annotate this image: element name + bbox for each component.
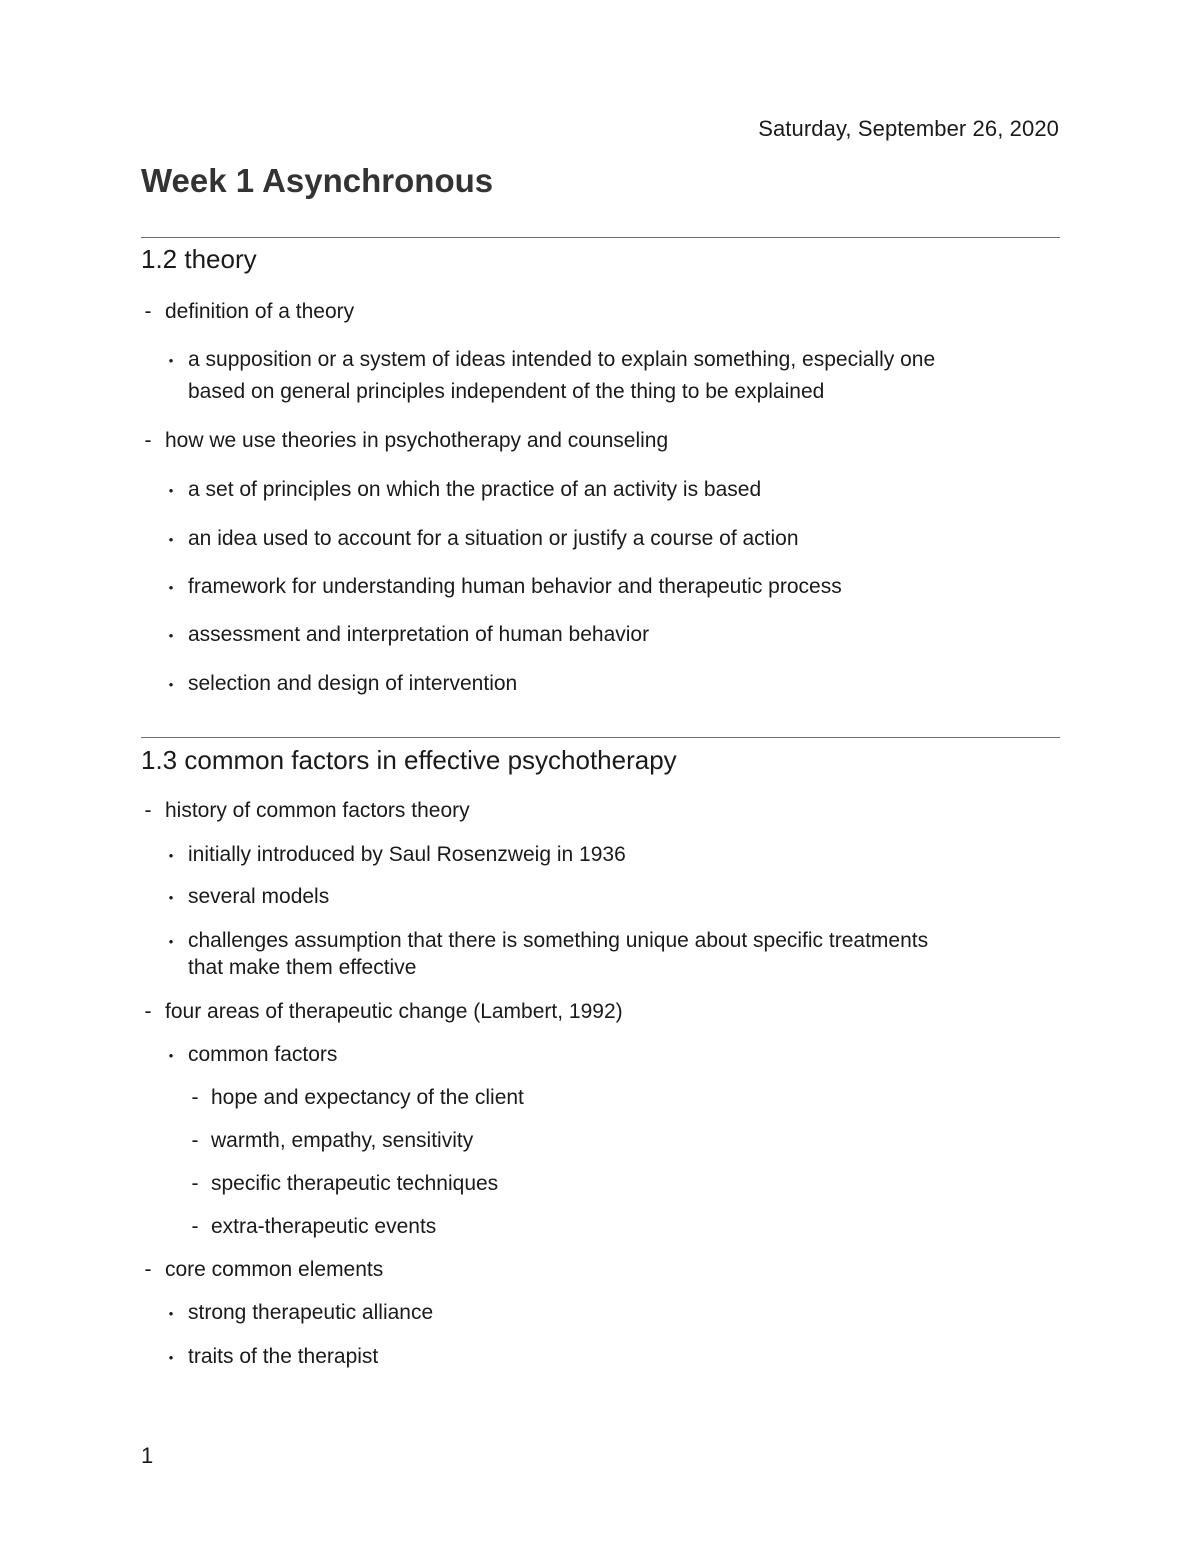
- list-item-text: initially introduced by Saul Rosenzweig in 1936: [188, 843, 626, 866]
- list-item-text: how we use theories in psychotherapy and counseling: [165, 429, 669, 452]
- list-item-text: challenges assumption that there is something unique about specific treatments: [188, 929, 929, 952]
- bullet-marker: •: [168, 1350, 174, 1365]
- dash-marker: -: [144, 1000, 152, 1023]
- bullet-marker: •: [168, 628, 174, 643]
- bullet-marker: •: [168, 580, 174, 595]
- bullet-marker: •: [168, 1048, 174, 1063]
- dash-marker: -: [144, 300, 152, 323]
- list-item-text: several models: [188, 885, 330, 908]
- bullet-marker: •: [168, 353, 174, 368]
- dash-marker: -: [191, 1086, 199, 1109]
- bullet-marker: •: [168, 848, 174, 863]
- bullet-marker: •: [168, 677, 174, 692]
- list-item-text: a set of principles on which the practice of an activity is based: [188, 478, 762, 501]
- list-item-text: assessment and interpretation of human behavior: [188, 623, 650, 646]
- section-heading-theory: 1.2 theory: [141, 244, 257, 274]
- document-date: Saturday, September 26, 2020: [758, 116, 1059, 141]
- list-item-text: hope and expectancy of the client: [211, 1086, 524, 1109]
- list-item-text: framework for understanding human behavior and therapeutic process: [188, 575, 842, 598]
- bullet-marker: •: [168, 934, 174, 949]
- section-divider: [141, 737, 1060, 738]
- page-number: 1: [141, 1443, 154, 1468]
- dash-marker: -: [144, 429, 152, 452]
- bullet-marker: •: [168, 483, 174, 498]
- list-item-text: history of common factors theory: [165, 799, 470, 822]
- section-divider: [141, 237, 1060, 238]
- dash-marker: -: [191, 1172, 199, 1195]
- list-item-text: extra-therapeutic events: [211, 1215, 437, 1238]
- list-item-text: selection and design of intervention: [188, 672, 518, 695]
- list-item-text: warmth, empathy, sensitivity: [211, 1129, 474, 1152]
- list-item-text: four areas of therapeutic change (Lambert, 1992): [165, 1000, 623, 1023]
- dash-marker: -: [191, 1215, 199, 1238]
- list-item-text: common factors: [188, 1043, 338, 1066]
- list-item-text: based on general principles independent of the thing to be explained: [188, 380, 825, 403]
- list-item-text: strong therapeutic alliance: [188, 1301, 434, 1324]
- document-title: Week 1 Asynchronous: [141, 162, 494, 199]
- list-item-text: specific therapeutic techniques: [211, 1172, 499, 1195]
- list-item-text: an idea used to account for a situation or justify a course of action: [188, 527, 799, 550]
- bullet-marker: •: [168, 890, 174, 905]
- list-item-text: core common elements: [165, 1258, 384, 1281]
- list-item-text: a supposition or a system of ideas intended to explain something, especially one: [188, 348, 936, 371]
- section-heading-common-factors: 1.3 common factors in effective psychotherapy: [141, 745, 677, 775]
- dash-marker: -: [191, 1129, 199, 1152]
- dash-marker: -: [144, 1258, 152, 1281]
- bullet-marker: •: [168, 532, 174, 547]
- bullet-marker: •: [168, 1306, 174, 1321]
- list-item-text: traits of the therapist: [188, 1345, 379, 1368]
- list-item-text: definition of a theory: [165, 300, 355, 323]
- list-item-text: that make them effective: [188, 956, 417, 979]
- dash-marker: -: [144, 799, 152, 822]
